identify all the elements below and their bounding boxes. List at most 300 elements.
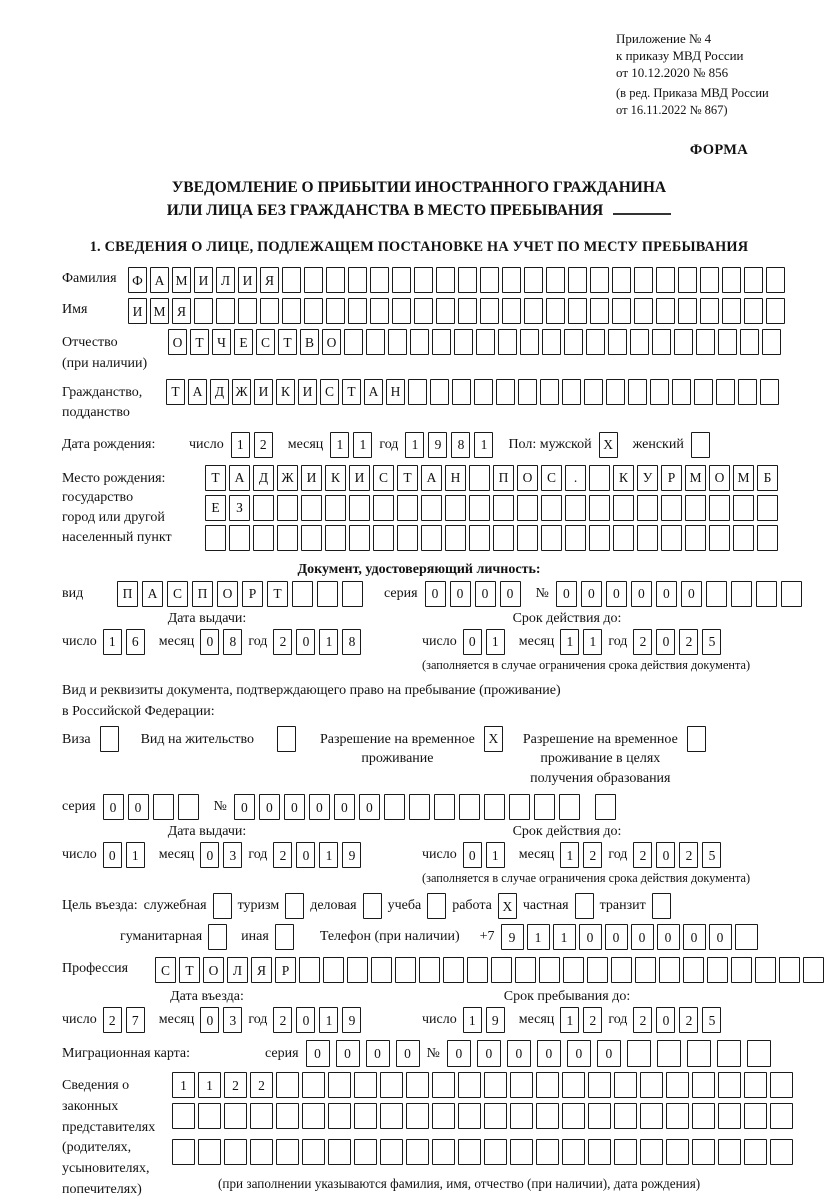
- char-cell[interactable]: [373, 525, 394, 551]
- char-cell[interactable]: 1: [560, 629, 579, 655]
- char-cell[interactable]: 0: [656, 842, 675, 868]
- char-cell[interactable]: И: [349, 465, 370, 491]
- char-cell[interactable]: [666, 1072, 689, 1098]
- char-cell[interactable]: [634, 267, 653, 293]
- char-cell[interactable]: [614, 1139, 637, 1165]
- char-cell[interactable]: 0: [656, 1007, 675, 1033]
- char-cell[interactable]: А: [188, 379, 207, 405]
- char-cell[interactable]: [178, 794, 199, 820]
- char-cell[interactable]: [323, 957, 344, 983]
- char-cell[interactable]: [517, 495, 538, 521]
- char-cell[interactable]: [588, 1139, 611, 1165]
- char-cell[interactable]: 0: [475, 581, 496, 607]
- char-cell[interactable]: 0: [507, 1040, 531, 1067]
- char-cell[interactable]: К: [325, 465, 346, 491]
- char-cell[interactable]: 0: [425, 581, 446, 607]
- char-cell[interactable]: 0: [463, 842, 482, 868]
- char-cell[interactable]: [198, 1139, 221, 1165]
- char-cell[interactable]: [565, 525, 586, 551]
- char-cell[interactable]: [498, 329, 517, 355]
- char-cell[interactable]: 1: [553, 924, 576, 950]
- char-cell[interactable]: 6: [126, 629, 145, 655]
- char-cell[interactable]: 2: [273, 1007, 292, 1033]
- char-cell[interactable]: 1: [330, 432, 349, 458]
- char-cell[interactable]: Д: [253, 465, 274, 491]
- char-cell[interactable]: [454, 329, 473, 355]
- char-cell[interactable]: [380, 1072, 403, 1098]
- char-cell[interactable]: [766, 298, 785, 324]
- char-cell[interactable]: 0: [103, 794, 124, 820]
- char-cell[interactable]: [509, 794, 530, 820]
- char-cell[interactable]: [640, 1072, 663, 1098]
- char-cell[interactable]: [421, 495, 442, 521]
- char-cell[interactable]: [722, 298, 741, 324]
- char-cell[interactable]: 0: [500, 581, 521, 607]
- char-cell[interactable]: Т: [190, 329, 209, 355]
- char-cell[interactable]: [575, 893, 594, 919]
- char-cell[interactable]: [614, 1072, 637, 1098]
- char-cell[interactable]: [467, 957, 488, 983]
- char-cell[interactable]: [277, 726, 296, 752]
- char-cell[interactable]: [317, 581, 338, 607]
- char-cell[interactable]: [480, 298, 499, 324]
- char-cell[interactable]: [652, 893, 671, 919]
- char-cell[interactable]: 0: [306, 1040, 330, 1067]
- char-cell[interactable]: [781, 581, 802, 607]
- char-cell[interactable]: [700, 267, 719, 293]
- char-cell[interactable]: .: [565, 465, 586, 491]
- char-cell[interactable]: [458, 1103, 481, 1129]
- char-cell[interactable]: [652, 329, 671, 355]
- char-cell[interactable]: И: [254, 379, 273, 405]
- char-cell[interactable]: 1: [126, 842, 145, 868]
- char-cell[interactable]: 0: [656, 629, 675, 655]
- char-cell[interactable]: [674, 329, 693, 355]
- char-cell[interactable]: [590, 298, 609, 324]
- char-cell[interactable]: [534, 794, 555, 820]
- char-cell[interactable]: О: [203, 957, 224, 983]
- char-cell[interactable]: 1: [172, 1072, 195, 1098]
- char-cell[interactable]: 0: [128, 794, 149, 820]
- char-cell[interactable]: 5: [702, 842, 721, 868]
- char-cell[interactable]: [608, 329, 627, 355]
- char-cell[interactable]: 1: [353, 432, 372, 458]
- char-cell[interactable]: [707, 957, 728, 983]
- char-cell[interactable]: Е: [205, 495, 226, 521]
- char-cell[interactable]: 1: [198, 1072, 221, 1098]
- char-cell[interactable]: [661, 495, 682, 521]
- char-cell[interactable]: [685, 525, 706, 551]
- char-cell[interactable]: [740, 329, 759, 355]
- char-cell[interactable]: [349, 495, 370, 521]
- char-cell[interactable]: Р: [242, 581, 263, 607]
- char-cell[interactable]: [216, 298, 235, 324]
- char-cell[interactable]: 2: [250, 1072, 273, 1098]
- char-cell[interactable]: [194, 298, 213, 324]
- char-cell[interactable]: [392, 267, 411, 293]
- char-cell[interactable]: [630, 329, 649, 355]
- char-cell[interactable]: [397, 495, 418, 521]
- char-cell[interactable]: [384, 794, 405, 820]
- char-cell[interactable]: [744, 1103, 767, 1129]
- char-cell[interactable]: [484, 1139, 507, 1165]
- char-cell[interactable]: [436, 267, 455, 293]
- char-cell[interactable]: [694, 379, 713, 405]
- char-cell[interactable]: [421, 525, 442, 551]
- char-cell[interactable]: [731, 581, 752, 607]
- char-cell[interactable]: [493, 525, 514, 551]
- char-cell[interactable]: Ф: [128, 267, 147, 293]
- char-cell[interactable]: [406, 1139, 429, 1165]
- char-cell[interactable]: 0: [296, 842, 315, 868]
- char-cell[interactable]: З: [229, 495, 250, 521]
- char-cell[interactable]: [414, 267, 433, 293]
- char-cell[interactable]: [301, 495, 322, 521]
- char-cell[interactable]: [756, 581, 777, 607]
- char-cell[interactable]: 0: [334, 794, 355, 820]
- char-cell[interactable]: И: [194, 267, 213, 293]
- char-cell[interactable]: 0: [537, 1040, 561, 1067]
- char-cell[interactable]: [541, 525, 562, 551]
- char-cell[interactable]: Б: [757, 465, 778, 491]
- char-cell[interactable]: [770, 1072, 793, 1098]
- char-cell[interactable]: [634, 298, 653, 324]
- char-cell[interactable]: [432, 1139, 455, 1165]
- char-cell[interactable]: [606, 379, 625, 405]
- char-cell[interactable]: 8: [223, 629, 242, 655]
- char-cell[interactable]: [347, 957, 368, 983]
- char-cell[interactable]: [476, 329, 495, 355]
- char-cell[interactable]: 0: [296, 629, 315, 655]
- char-cell[interactable]: Ж: [277, 465, 298, 491]
- char-cell[interactable]: [253, 525, 274, 551]
- char-cell[interactable]: [722, 267, 741, 293]
- char-cell[interactable]: [562, 1103, 585, 1129]
- char-cell[interactable]: [304, 298, 323, 324]
- char-cell[interactable]: [276, 1103, 299, 1129]
- char-cell[interactable]: 0: [259, 794, 280, 820]
- char-cell[interactable]: И: [128, 298, 147, 324]
- char-cell[interactable]: [275, 924, 294, 950]
- char-cell[interactable]: [656, 267, 675, 293]
- char-cell[interactable]: [650, 379, 669, 405]
- char-cell[interactable]: Т: [205, 465, 226, 491]
- char-cell[interactable]: 2: [679, 1007, 698, 1033]
- char-cell[interactable]: [562, 1072, 585, 1098]
- char-cell[interactable]: 2: [583, 842, 602, 868]
- char-cell[interactable]: 0: [200, 629, 219, 655]
- char-cell[interactable]: [276, 1139, 299, 1165]
- char-cell[interactable]: [502, 298, 521, 324]
- char-cell[interactable]: [718, 1103, 741, 1129]
- char-cell[interactable]: [672, 379, 691, 405]
- char-cell[interactable]: [757, 495, 778, 521]
- char-cell[interactable]: [250, 1139, 273, 1165]
- char-cell[interactable]: 0: [579, 924, 602, 950]
- char-cell[interactable]: 2: [224, 1072, 247, 1098]
- char-cell[interactable]: 0: [103, 842, 122, 868]
- char-cell[interactable]: 9: [342, 1007, 361, 1033]
- char-cell[interactable]: [370, 298, 389, 324]
- char-cell[interactable]: [484, 1103, 507, 1129]
- char-cell[interactable]: [563, 957, 584, 983]
- char-cell[interactable]: [692, 1072, 715, 1098]
- char-cell[interactable]: 0: [656, 581, 677, 607]
- char-cell[interactable]: [304, 267, 323, 293]
- char-cell[interactable]: [589, 495, 610, 521]
- char-cell[interactable]: 7: [126, 1007, 145, 1033]
- char-cell[interactable]: [349, 525, 370, 551]
- char-cell[interactable]: 9: [486, 1007, 505, 1033]
- char-cell[interactable]: 0: [366, 1040, 390, 1067]
- char-cell[interactable]: 1: [560, 842, 579, 868]
- char-cell[interactable]: Н: [386, 379, 405, 405]
- char-cell[interactable]: 1: [486, 842, 505, 868]
- char-cell[interactable]: [445, 495, 466, 521]
- char-cell[interactable]: О: [709, 465, 730, 491]
- char-cell[interactable]: [452, 379, 471, 405]
- char-cell[interactable]: [546, 298, 565, 324]
- char-cell[interactable]: 0: [631, 581, 652, 607]
- char-cell[interactable]: 1: [463, 1007, 482, 1033]
- char-cell[interactable]: X: [599, 432, 618, 458]
- char-cell[interactable]: [515, 957, 536, 983]
- char-cell[interactable]: [354, 1103, 377, 1129]
- char-cell[interactable]: [614, 1103, 637, 1129]
- char-cell[interactable]: [541, 495, 562, 521]
- char-cell[interactable]: 9: [342, 842, 361, 868]
- char-cell[interactable]: 5: [702, 629, 721, 655]
- char-cell[interactable]: [510, 1072, 533, 1098]
- char-cell[interactable]: Т: [179, 957, 200, 983]
- char-cell[interactable]: [432, 1103, 455, 1129]
- char-cell[interactable]: О: [217, 581, 238, 607]
- char-cell[interactable]: Т: [397, 465, 418, 491]
- char-cell[interactable]: [277, 525, 298, 551]
- char-cell[interactable]: [302, 1139, 325, 1165]
- char-cell[interactable]: [589, 525, 610, 551]
- char-cell[interactable]: 1: [583, 629, 602, 655]
- char-cell[interactable]: [276, 1072, 299, 1098]
- char-cell[interactable]: [717, 1040, 741, 1067]
- char-cell[interactable]: [172, 1103, 195, 1129]
- char-cell[interactable]: 0: [296, 1007, 315, 1033]
- char-cell[interactable]: П: [117, 581, 138, 607]
- char-cell[interactable]: [803, 957, 824, 983]
- char-cell[interactable]: [409, 794, 430, 820]
- char-cell[interactable]: [536, 1072, 559, 1098]
- char-cell[interactable]: 0: [447, 1040, 471, 1067]
- char-cell[interactable]: [685, 495, 706, 521]
- char-cell[interactable]: И: [301, 465, 322, 491]
- char-cell[interactable]: 9: [428, 432, 447, 458]
- char-cell[interactable]: [584, 379, 603, 405]
- char-cell[interactable]: 1: [103, 629, 122, 655]
- char-cell[interactable]: 1: [527, 924, 550, 950]
- char-cell[interactable]: [419, 957, 440, 983]
- char-cell[interactable]: 0: [631, 924, 654, 950]
- char-cell[interactable]: [445, 525, 466, 551]
- char-cell[interactable]: [744, 298, 763, 324]
- char-cell[interactable]: 0: [709, 924, 732, 950]
- char-cell[interactable]: [692, 1139, 715, 1165]
- char-cell[interactable]: 1: [319, 1007, 338, 1033]
- char-cell[interactable]: [370, 267, 389, 293]
- char-cell[interactable]: 0: [359, 794, 380, 820]
- char-cell[interactable]: 0: [683, 924, 706, 950]
- char-cell[interactable]: [354, 1139, 377, 1165]
- char-cell[interactable]: [328, 1139, 351, 1165]
- char-cell[interactable]: [250, 1103, 273, 1129]
- char-cell[interactable]: [100, 726, 119, 752]
- char-cell[interactable]: [666, 1103, 689, 1129]
- char-cell[interactable]: К: [613, 465, 634, 491]
- char-cell[interactable]: 8: [342, 629, 361, 655]
- char-cell[interactable]: [568, 267, 587, 293]
- char-cell[interactable]: [277, 495, 298, 521]
- char-cell[interactable]: [480, 267, 499, 293]
- char-cell[interactable]: 2: [633, 629, 652, 655]
- char-cell[interactable]: 1: [231, 432, 250, 458]
- char-cell[interactable]: 0: [581, 581, 602, 607]
- char-cell[interactable]: [325, 495, 346, 521]
- char-cell[interactable]: [687, 726, 706, 752]
- char-cell[interactable]: [414, 298, 433, 324]
- char-cell[interactable]: [666, 1139, 689, 1165]
- char-cell[interactable]: [208, 924, 227, 950]
- char-cell[interactable]: [595, 794, 616, 820]
- char-cell[interactable]: [484, 794, 505, 820]
- char-cell[interactable]: И: [298, 379, 317, 405]
- char-cell[interactable]: [755, 957, 776, 983]
- char-cell[interactable]: [539, 957, 560, 983]
- char-cell[interactable]: [348, 298, 367, 324]
- char-cell[interactable]: [299, 957, 320, 983]
- char-cell[interactable]: [328, 1103, 351, 1129]
- char-cell[interactable]: 0: [309, 794, 330, 820]
- char-cell[interactable]: [325, 525, 346, 551]
- char-cell[interactable]: [700, 298, 719, 324]
- char-cell[interactable]: [779, 957, 800, 983]
- char-cell[interactable]: И: [238, 267, 257, 293]
- char-cell[interactable]: [744, 1139, 767, 1165]
- char-cell[interactable]: А: [364, 379, 383, 405]
- char-cell[interactable]: [613, 495, 634, 521]
- char-cell[interactable]: С: [320, 379, 339, 405]
- char-cell[interactable]: 1: [486, 629, 505, 655]
- char-cell[interactable]: [757, 525, 778, 551]
- char-cell[interactable]: [733, 495, 754, 521]
- char-cell[interactable]: [496, 379, 515, 405]
- char-cell[interactable]: [363, 893, 382, 919]
- char-cell[interactable]: [380, 1103, 403, 1129]
- char-cell[interactable]: 0: [605, 924, 628, 950]
- char-cell[interactable]: [253, 495, 274, 521]
- char-cell[interactable]: 8: [451, 432, 470, 458]
- char-cell[interactable]: 0: [567, 1040, 591, 1067]
- char-cell[interactable]: [747, 1040, 771, 1067]
- char-cell[interactable]: 2: [254, 432, 273, 458]
- char-cell[interactable]: 3: [223, 1007, 242, 1033]
- char-cell[interactable]: [637, 495, 658, 521]
- char-cell[interactable]: 1: [560, 1007, 579, 1033]
- char-cell[interactable]: М: [733, 465, 754, 491]
- char-cell[interactable]: А: [142, 581, 163, 607]
- char-cell[interactable]: [635, 957, 656, 983]
- char-cell[interactable]: [678, 298, 697, 324]
- char-cell[interactable]: [427, 893, 446, 919]
- char-cell[interactable]: Я: [251, 957, 272, 983]
- char-cell[interactable]: [762, 329, 781, 355]
- char-cell[interactable]: 0: [556, 581, 577, 607]
- char-cell[interactable]: [589, 465, 610, 491]
- char-cell[interactable]: [502, 267, 521, 293]
- char-cell[interactable]: [536, 1139, 559, 1165]
- char-cell[interactable]: 1: [319, 842, 338, 868]
- char-cell[interactable]: [491, 957, 512, 983]
- char-cell[interactable]: [687, 1040, 711, 1067]
- char-cell[interactable]: 0: [336, 1040, 360, 1067]
- char-cell[interactable]: [612, 267, 631, 293]
- char-cell[interactable]: [371, 957, 392, 983]
- char-cell[interactable]: [718, 1072, 741, 1098]
- char-cell[interactable]: [458, 1072, 481, 1098]
- char-cell[interactable]: [716, 379, 735, 405]
- char-cell[interactable]: 0: [284, 794, 305, 820]
- char-cell[interactable]: [760, 379, 779, 405]
- char-cell[interactable]: [546, 267, 565, 293]
- char-cell[interactable]: [469, 495, 490, 521]
- char-cell[interactable]: 0: [200, 1007, 219, 1033]
- char-cell[interactable]: [587, 957, 608, 983]
- char-cell[interactable]: [406, 1103, 429, 1129]
- char-cell[interactable]: [709, 525, 730, 551]
- char-cell[interactable]: [659, 957, 680, 983]
- char-cell[interactable]: [696, 329, 715, 355]
- char-cell[interactable]: X: [498, 893, 517, 919]
- char-cell[interactable]: [627, 1040, 651, 1067]
- char-cell[interactable]: [432, 1072, 455, 1098]
- char-cell[interactable]: Р: [661, 465, 682, 491]
- char-cell[interactable]: О: [517, 465, 538, 491]
- char-cell[interactable]: [292, 581, 313, 607]
- char-cell[interactable]: 2: [633, 842, 652, 868]
- char-cell[interactable]: [392, 298, 411, 324]
- char-cell[interactable]: [469, 465, 490, 491]
- char-cell[interactable]: П: [192, 581, 213, 607]
- char-cell[interactable]: А: [150, 267, 169, 293]
- char-cell[interactable]: [205, 525, 226, 551]
- char-cell[interactable]: [302, 1103, 325, 1129]
- char-cell[interactable]: Е: [234, 329, 253, 355]
- char-cell[interactable]: [640, 1139, 663, 1165]
- char-cell[interactable]: [282, 267, 301, 293]
- char-cell[interactable]: [628, 379, 647, 405]
- char-cell[interactable]: [766, 267, 785, 293]
- char-cell[interactable]: [709, 495, 730, 521]
- char-cell[interactable]: [657, 1040, 681, 1067]
- char-cell[interactable]: 0: [477, 1040, 501, 1067]
- char-cell[interactable]: [458, 298, 477, 324]
- char-cell[interactable]: С: [541, 465, 562, 491]
- char-cell[interactable]: [744, 267, 763, 293]
- char-cell[interactable]: [198, 1103, 221, 1129]
- char-cell[interactable]: [395, 957, 416, 983]
- char-cell[interactable]: 0: [200, 842, 219, 868]
- char-cell[interactable]: 0: [606, 581, 627, 607]
- char-cell[interactable]: [586, 329, 605, 355]
- char-cell[interactable]: А: [229, 465, 250, 491]
